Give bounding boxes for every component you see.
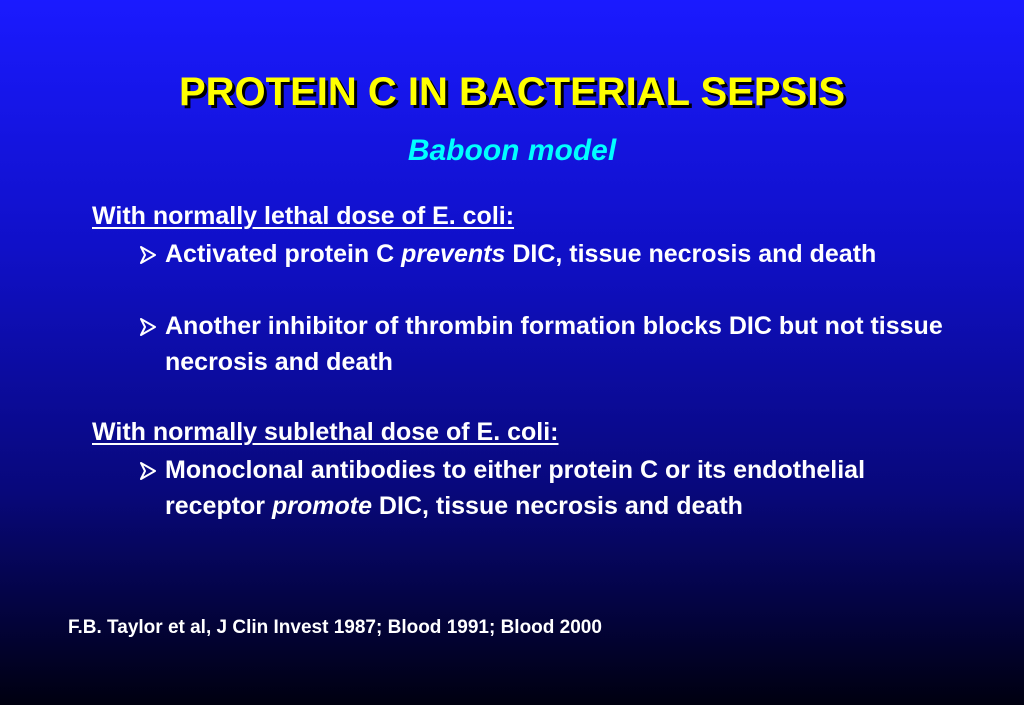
section-heading-sublethal: With normally sublethal dose of E. coli: xyxy=(92,418,559,446)
bullet-text: Monoclonal antibodies to either protein C or its endothelial receptor xyxy=(165,456,866,520)
bullet-text: Activated protein C xyxy=(165,240,402,268)
bullet-emphasis: promote xyxy=(271,492,372,520)
bullet-text: DIC, tissue necrosis and death xyxy=(505,240,877,268)
arrowhead-bullet-icon xyxy=(138,236,158,272)
bullet-emphasis: prevents xyxy=(401,240,506,268)
bullet-item xyxy=(165,308,965,380)
arrowhead-bullet-icon xyxy=(138,308,158,344)
bullet-item xyxy=(165,236,965,272)
bullet-text: DIC, tissue necrosis and death xyxy=(371,492,743,520)
section-heading-lethal: With normally lethal dose of E. coli: xyxy=(92,202,515,230)
bullet-item xyxy=(165,452,965,524)
slide-subtitle: Baboon model xyxy=(407,134,617,167)
arrowhead-bullet-icon xyxy=(138,452,158,488)
slide-title: PROTEIN C IN BACTERIAL SEPSIS xyxy=(178,70,845,114)
bullet-text: Another inhibitor of thrombin formation blocks DIC but not tissue necrosis and death xyxy=(165,312,943,376)
citation: F.B. Taylor et al, J Clin Invest 1987; Blood 1991; Blood 2000 xyxy=(68,617,602,638)
